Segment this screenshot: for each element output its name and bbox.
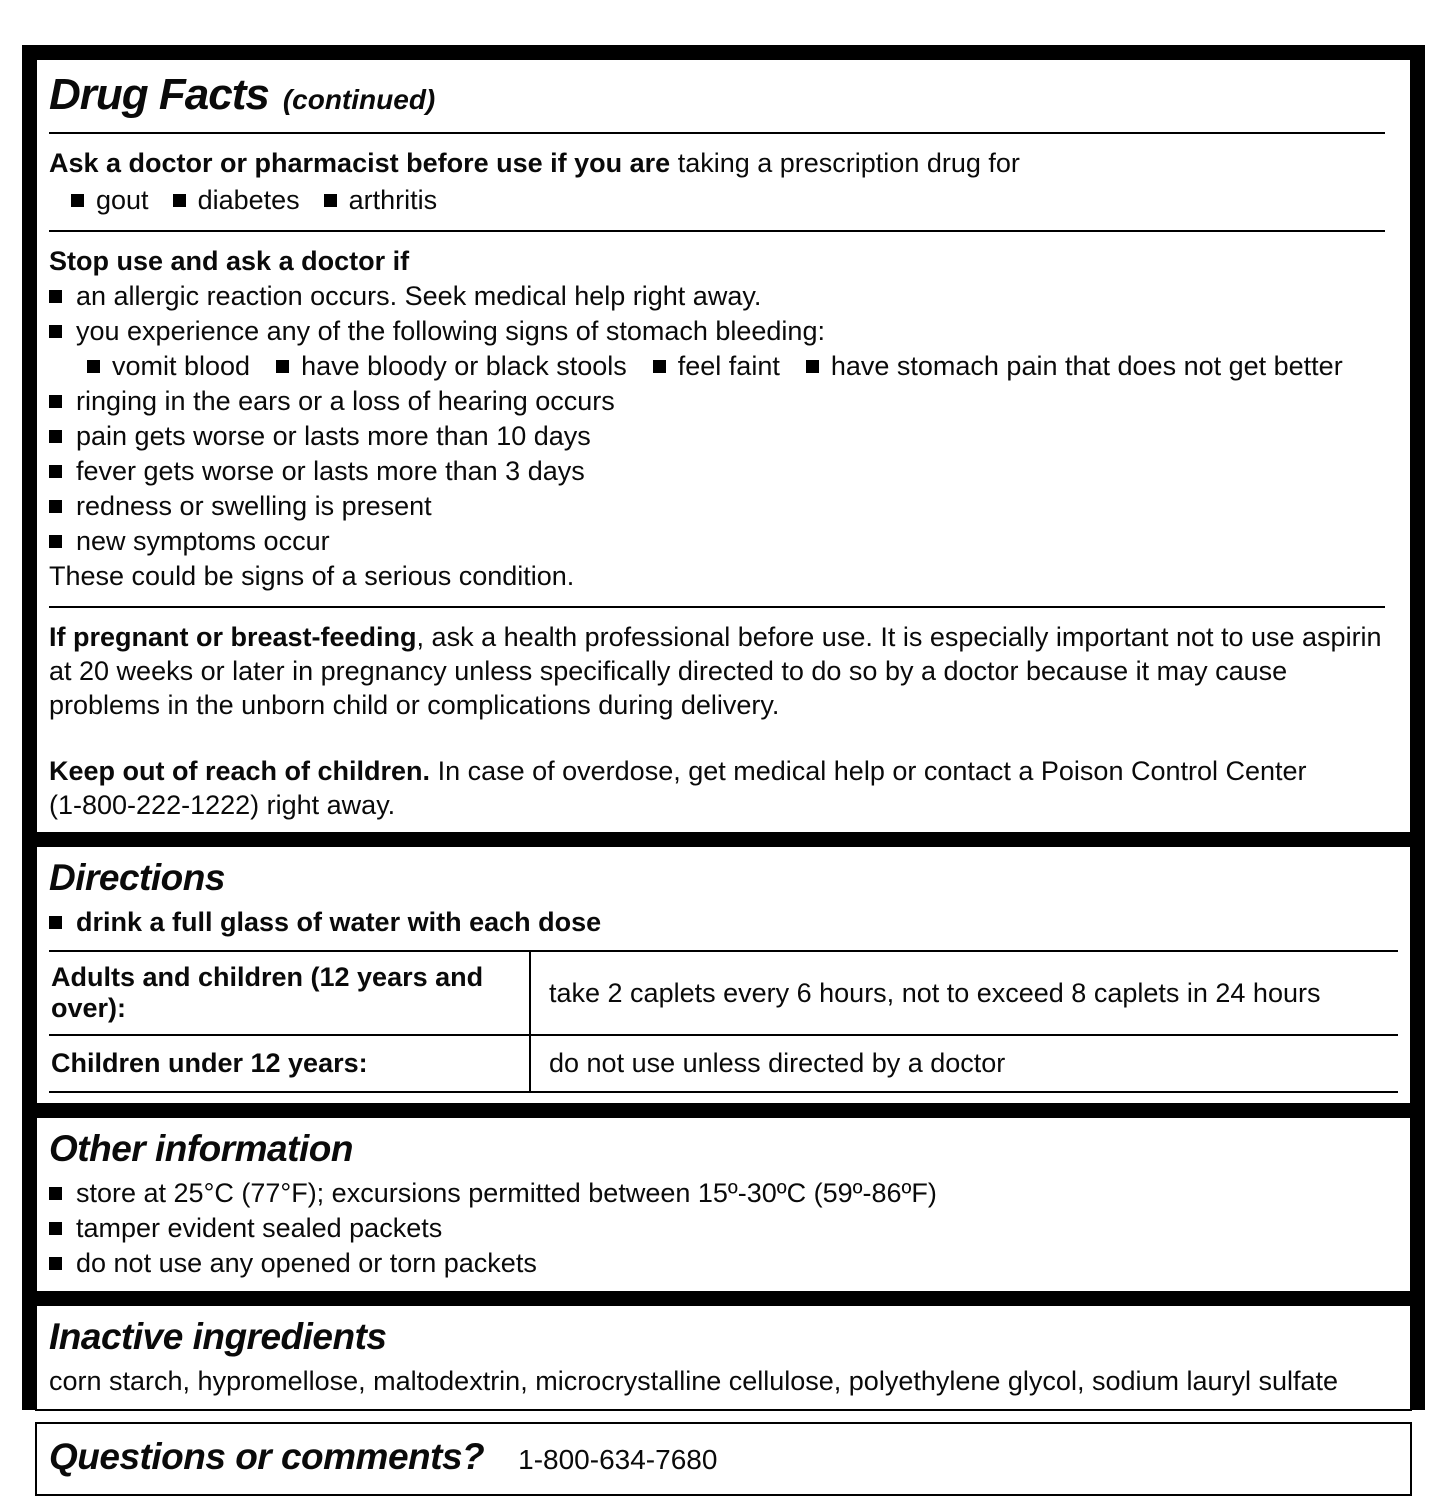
page-title-suffix: (continued) <box>282 84 436 115</box>
bullet-square-icon <box>49 465 62 478</box>
questions-phone-number: 1-800-634-7680 <box>518 1444 718 1475</box>
stomach-bleeding-signs <box>87 349 1398 384</box>
divider <box>49 132 1385 134</box>
list-item: feel faint <box>653 349 780 384</box>
stop-use-footer: These could be signs of a serious condition. <box>49 561 575 591</box>
bullet-square-icon <box>49 430 62 443</box>
bullet-square-icon <box>71 194 84 207</box>
bullet-square-icon <box>653 360 666 373</box>
bullet-square-icon <box>49 1187 62 1200</box>
bullet-square-icon <box>49 1222 62 1235</box>
stop-use-heading: Stop use and ask a doctor if <box>49 246 410 276</box>
inactive-ingredients-title: Inactive ingredients <box>49 1316 387 1357</box>
bullet-square-icon <box>49 916 62 929</box>
pregnant-warning <box>49 620 1398 722</box>
other-information-panel <box>35 1116 1412 1293</box>
drug-facts-label <box>22 45 1425 1477</box>
list-item: you experience any of the following signs of stomach bleeding: <box>49 314 1398 349</box>
inactive-ingredients-list: corn starch, hypromellose, maltodextrin, microcrystalline cellulose, polyethylene glycol, sodium lauryl sulfate <box>49 1366 1339 1396</box>
bullet-square-icon <box>276 360 289 373</box>
bullet-square-icon <box>49 535 62 548</box>
list-item: tamper evident sealed packets <box>49 1211 1398 1246</box>
drug-facts-header <box>49 70 1398 120</box>
bullet-square-icon <box>806 360 819 373</box>
list-item: new symptoms occur <box>49 524 1398 559</box>
bullet-square-icon <box>324 194 337 207</box>
dosage-instruction: do not use unless directed by a doctor <box>549 1048 1006 1078</box>
table-row <box>49 1034 1398 1091</box>
ask-doctor-line <box>49 146 1398 218</box>
list-item: do not use any opened or torn packets <box>49 1246 1398 1281</box>
keep-out-line1: In case of overdose, get medical help or contact a Poison Control Center <box>437 756 1307 786</box>
bullet-square-icon <box>49 325 62 338</box>
list-item: arthritis <box>324 183 438 218</box>
keep-out-of-reach <box>49 754 1398 822</box>
ask-doctor-text: taking a prescription drug for <box>677 148 1020 178</box>
table-row <box>49 952 1398 1034</box>
list-item: pain gets worse or lasts more than 10 days <box>49 419 1398 454</box>
page-title: Drug Facts <box>49 70 269 119</box>
list-item: diabetes <box>173 183 300 218</box>
divider <box>49 606 1385 608</box>
list-item: an allergic reaction occurs. Seek medical help right away. <box>49 279 1398 314</box>
list-item: gout <box>71 183 149 218</box>
bullet-square-icon <box>49 1257 62 1270</box>
other-information-title: Other information <box>49 1128 353 1169</box>
questions-panel <box>35 1422 1412 1496</box>
ask-doctor-items <box>71 183 437 218</box>
directions-lead: drink a full glass of water with each dose <box>49 905 1398 940</box>
ask-doctor-bold: Ask a doctor or pharmacist before use if you are <box>49 148 671 178</box>
list-item: have stomach pain that does not get better <box>806 349 1343 384</box>
bullet-square-icon <box>87 360 100 373</box>
keep-out-bold: Keep out of reach of children. <box>49 756 431 786</box>
bullet-square-icon <box>49 500 62 513</box>
directions-panel <box>35 845 1412 1105</box>
directions-title: Directions <box>49 857 225 898</box>
list-item: have bloody or black stools <box>276 349 627 384</box>
list-item: store at 25°C (77°F); excursions permitted between 15º-30ºC (59º-86ºF) <box>49 1176 1398 1211</box>
list-item: fever gets worse or lasts more than 3 days <box>49 454 1398 489</box>
dosage-table <box>49 950 1398 1093</box>
inactive-ingredients-panel <box>35 1304 1412 1411</box>
dosage-instruction: take 2 caplets every 6 hours, not to exceed 8 caplets in 24 hours <box>549 977 1321 1008</box>
drug-facts-panel <box>35 58 1412 834</box>
divider <box>49 230 1385 232</box>
dosage-group-label: Children under 12 years: <box>49 1036 531 1091</box>
bullet-square-icon <box>49 290 62 303</box>
list-item: vomit blood <box>87 349 250 384</box>
pregnant-warning-bold: If pregnant or breast-feeding <box>49 622 417 652</box>
questions-row <box>49 1432 1398 1484</box>
pregnant-warning-text: , ask a health professional before use. It is especially important not to use aspirin at 20 weeks or later in pregnancy unless specifically directed to do so by a doctor because it may cause problems in the unborn child or complications during delivery. <box>49 622 1382 720</box>
bullet-square-icon <box>49 395 62 408</box>
bullet-square-icon <box>173 194 186 207</box>
questions-title: Questions or comments? <box>49 1436 485 1477</box>
keep-out-line2: (1-800-222-1222) right away. <box>49 790 396 820</box>
list-item: redness or swelling is present <box>49 489 1398 524</box>
spacer <box>49 722 1398 752</box>
dosage-group-label: Adults and children (12 years and over): <box>49 952 531 1034</box>
list-item: ringing in the ears or a loss of hearing occurs <box>49 384 1398 419</box>
